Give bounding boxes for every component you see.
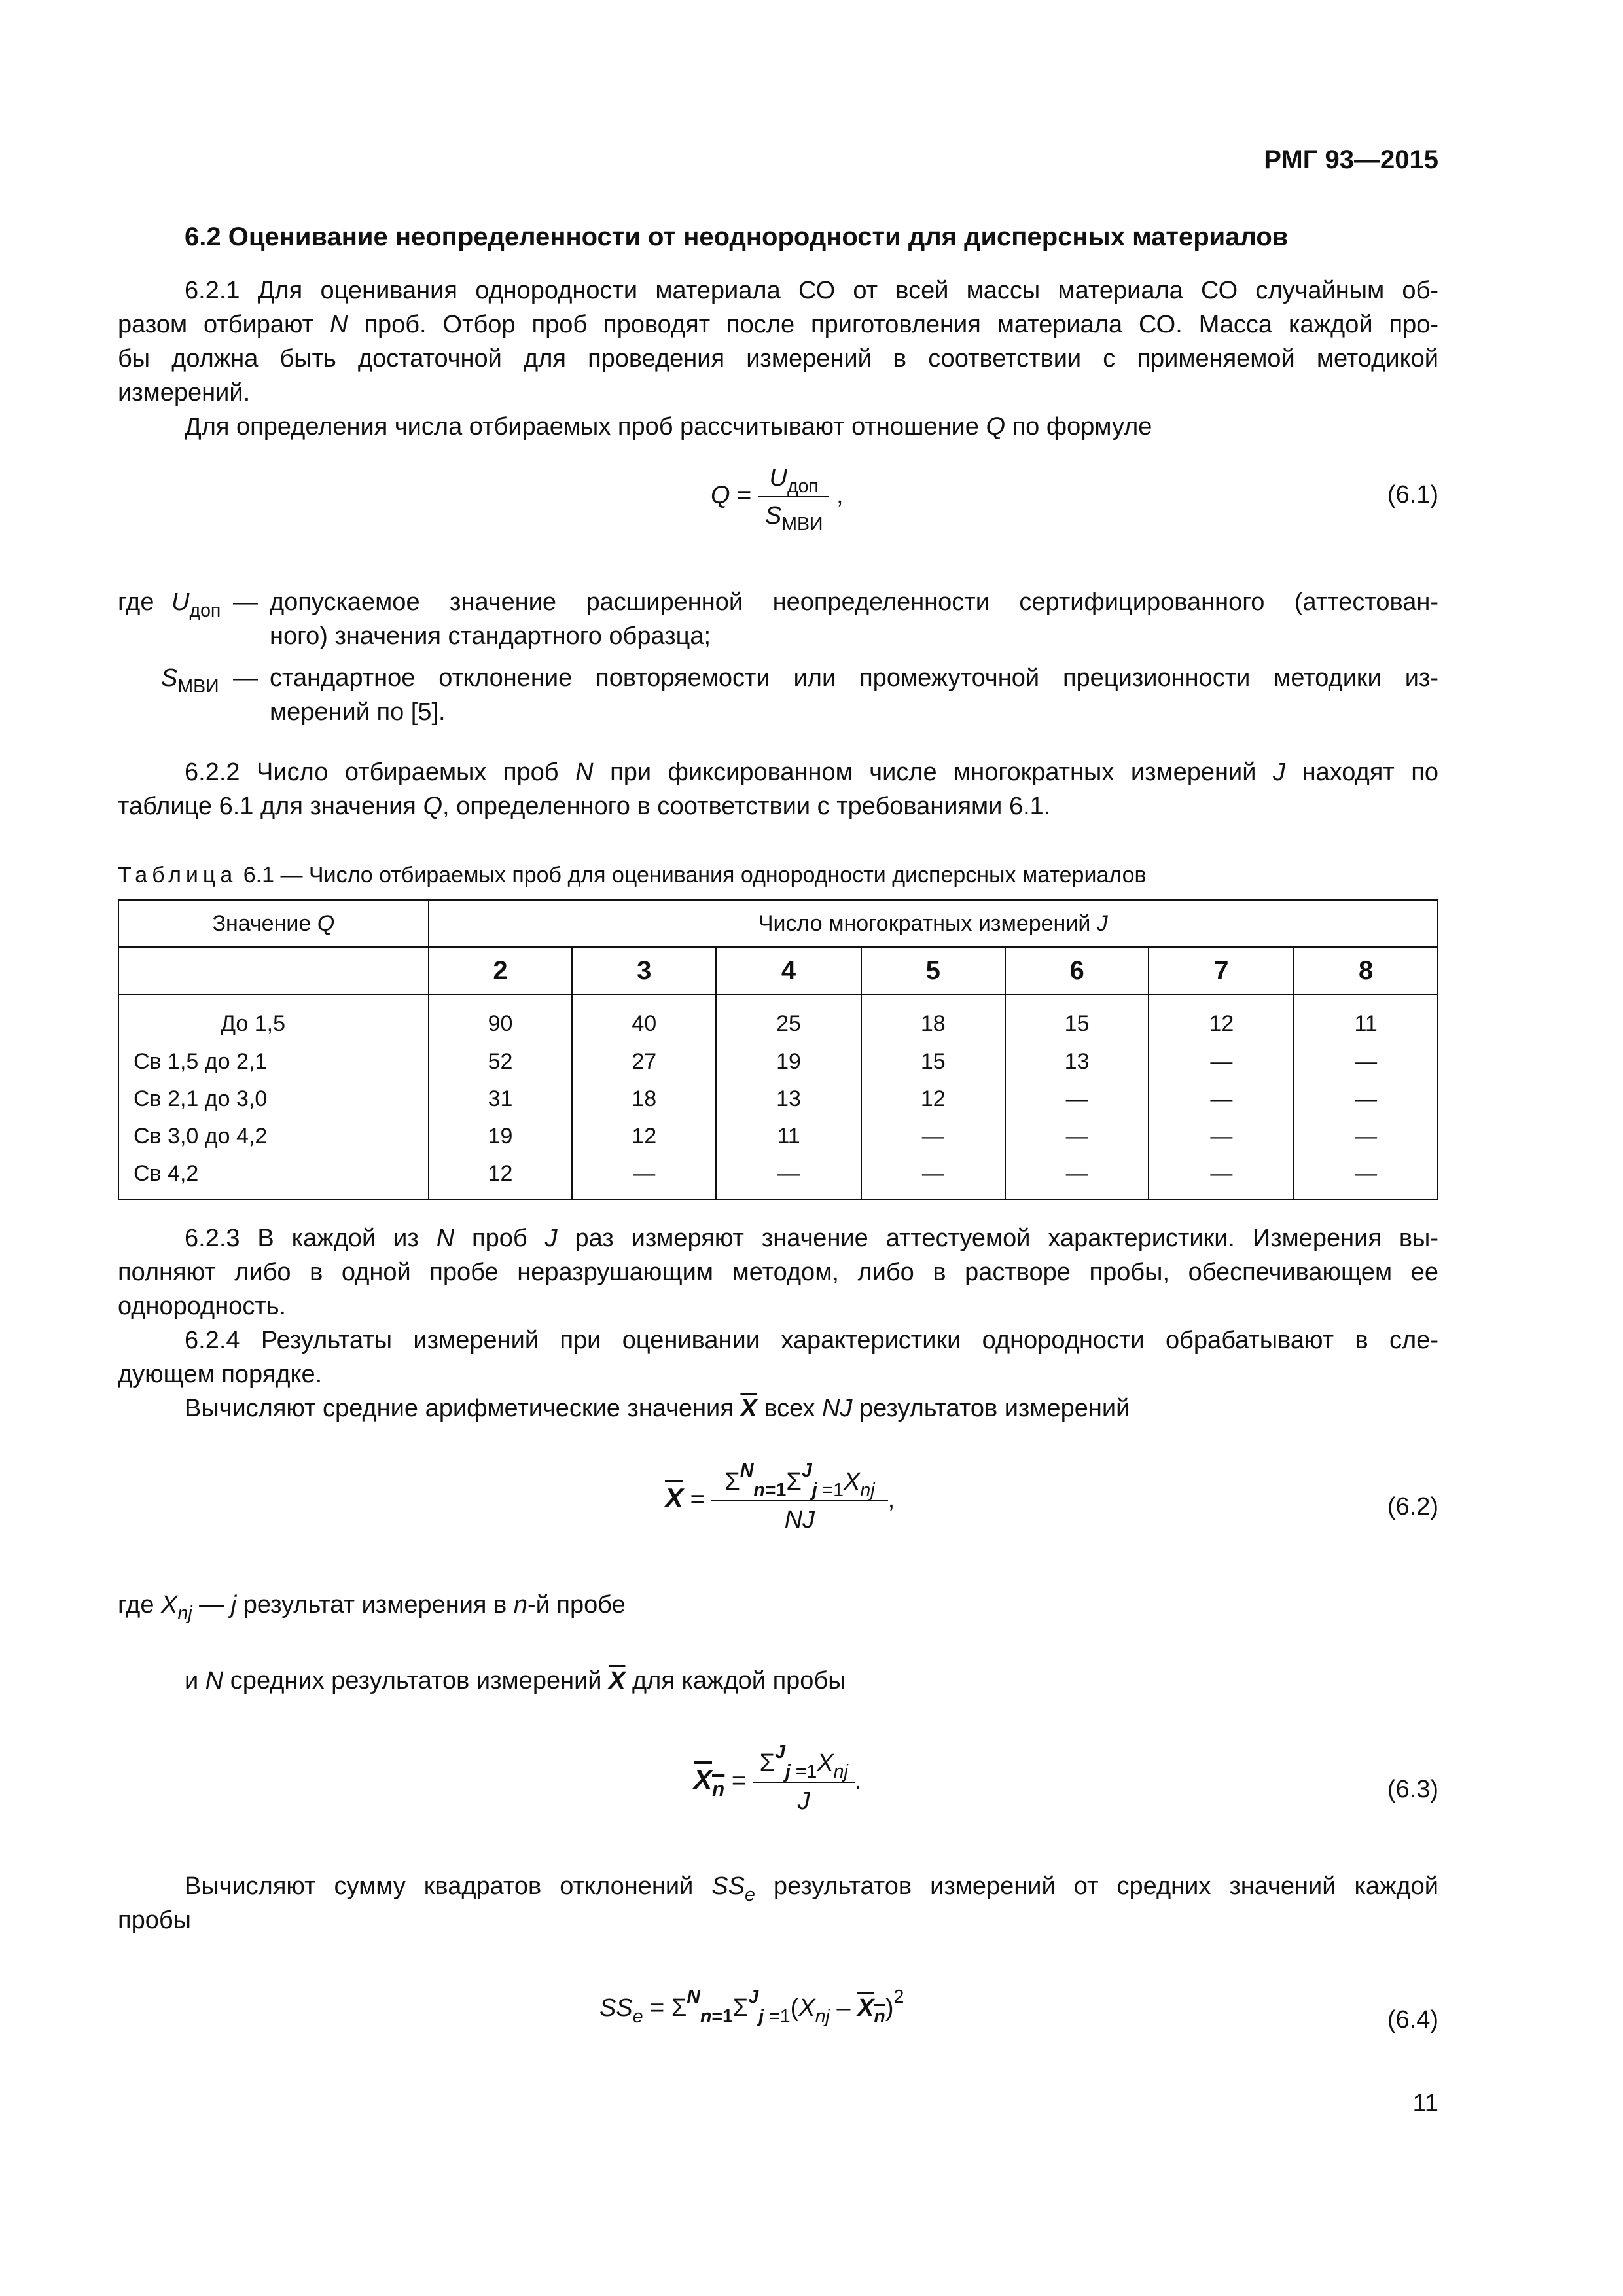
ss-paragraph-line1: Вычисляют сумму квадратов отклонений $SS_e$ результатов измерений от средних значений каждой [185, 1873, 1439, 1905]
table-cell: — [1005, 1155, 1149, 1200]
table-cell: 18 [861, 994, 1005, 1043]
table-cell: 19 [716, 1043, 861, 1081]
where-dash-1: — [233, 588, 258, 616]
mean-intro-paragraph: Вычисляют средние арифметические значения $\overline{X}$ всех NJ результатов измерений [185, 1395, 1130, 1422]
table-cell: 12 [861, 1081, 1005, 1118]
table-cell: 11 [1294, 994, 1438, 1043]
table-cell: — [1149, 1118, 1294, 1155]
table-cell: 12 [572, 1118, 716, 1155]
formula-6-4: $SS_e = \Sigma^N_{n=1}\Sigma^J_{j =1}(X_{nj} - X_n)^2$ [599, 1986, 904, 2027]
formula-6-2-number: (6.2) [1387, 1493, 1438, 1520]
q-intro-paragraph: Для определения числа отбираемых проб рассчитывают отношение Q по формуле [185, 413, 1152, 440]
where-xnj: где $X_{nj}$ — j результат измерения в n-й пробе [118, 1591, 626, 1624]
table-cell-q: Св 1,5 до 2,1 [118, 1043, 429, 1081]
where-desc-2-line1: стандартное отклонение повторяемости или промежуточной прецизионности методики из- [270, 664, 1438, 692]
table-cell: 12 [429, 1155, 573, 1200]
table-cell: 18 [572, 1081, 716, 1118]
table-row [118, 994, 1438, 1043]
table-cell-q: Св 4,2 [118, 1155, 429, 1200]
table-row [118, 1043, 1438, 1081]
p622-line1: 6.2.2 Число отбираемых проб N при фиксированном числе многократных измерений J находят по [185, 759, 1438, 786]
p623-line1: 6.2.3 В каждой из N проб J раз измеряют значение аттестуемой характеристики. Измерения вы- [185, 1225, 1438, 1252]
table-cell: — [1149, 1043, 1294, 1081]
formula-6-1-lhs: Q = [711, 482, 752, 510]
p621-line1: 6.2.1 Для оценивания однородности материала СО от всей массы материала СО случайным об- [185, 277, 1438, 304]
table-j-value: 2 [429, 947, 573, 994]
table-6-1 [118, 899, 1438, 1200]
table-cell-q: Св 2,1 до 3,0 [118, 1081, 429, 1118]
where-desc-1-line2: ного) значения стандартного образца; [270, 622, 711, 650]
page-number: 11 [1412, 2090, 1438, 2117]
table-cell: — [1294, 1043, 1438, 1081]
p621-line4: измерений. [118, 379, 251, 406]
n-means-paragraph: и N средних результатов измерений $\overline{X}$ для каждой пробы [185, 1667, 846, 1695]
table-cell: — [1005, 1118, 1149, 1155]
table-j-value: 3 [572, 947, 716, 994]
table-cell: — [1149, 1155, 1294, 1200]
table-cell: 12 [1149, 994, 1294, 1043]
ss-paragraph-line2: пробы [118, 1907, 191, 1934]
table-cell: 27 [572, 1043, 716, 1081]
section-title: 6.2 Оценивание неопределенности от неоднородности для дисперсных материалов [185, 223, 1289, 251]
formula-6-2: $\overline{X}$ = $\frac{\Sigma^N_{n=1}\Sigma^J_{j =1}X_{nj}}{NJ}$ , [665, 1460, 895, 1534]
table-cell: 13 [1005, 1043, 1149, 1081]
document-header: РМГ 93—2015 [1264, 145, 1438, 174]
p624-line2: дующем порядке. [118, 1361, 323, 1388]
where-desc-2-line2: мерений по [5]. [270, 698, 446, 726]
where-desc-1-line1: допускаемое значение расширенной неопределенности сертифицированного (аттестован- [270, 588, 1438, 616]
table-cell: — [716, 1155, 861, 1200]
where-term-udop: $U_{доп}$ [171, 588, 221, 621]
table-header-empty [118, 947, 429, 994]
table-cell: — [861, 1118, 1005, 1155]
table-j-value: 6 [1005, 947, 1149, 994]
formula-6-3-fraction: $\frac{\Sigma^J_{j =1}X_{nj}}{J}$ [753, 1749, 855, 1816]
table-cell: 11 [716, 1118, 861, 1155]
where-term-smvi: $S_{МВИ}$ [161, 664, 219, 697]
table-cell: 90 [429, 994, 573, 1043]
table-cell: 15 [1005, 994, 1149, 1043]
p624-line1: 6.2.4 Результаты измерений при оценивании характеристики однородности обрабатывают в сле- [185, 1327, 1438, 1354]
table-cell: 31 [429, 1081, 573, 1118]
table-cell: — [861, 1155, 1005, 1200]
where-dash-2: — [233, 664, 258, 692]
table-cell: — [1149, 1081, 1294, 1118]
where-prefix: где [118, 588, 154, 616]
table-row [118, 1118, 1438, 1155]
p623-line3: однородность. [118, 1293, 287, 1320]
formula-6-1-fraction: $\frac{U_{доп}}{S_{МВИ}}$ [758, 463, 830, 530]
table-caption: Таблица 6.1 — Число отбираемых проб для оценивания однородности дисперсных материалов [118, 863, 1147, 888]
table-cell: — [572, 1155, 716, 1200]
table-cell-q: До 1,5 [118, 994, 429, 1043]
table-row [118, 1155, 1438, 1200]
formula-6-3-number: (6.3) [1387, 1776, 1438, 1803]
table-j-value: 5 [861, 947, 1005, 994]
formula-6-1: Q = $\frac{U_{доп}}{S_{МВИ}}$ , [711, 464, 844, 535]
formula-6-2-fraction: $\frac{\Sigma^N_{n=1}\Sigma^J_{j =1}X_{nj}}{NJ}$ [711, 1467, 887, 1534]
table-cell-q: Св 3,0 до 4,2 [118, 1118, 429, 1155]
table-j-value: 7 [1149, 947, 1294, 994]
table-j-value: 8 [1294, 947, 1438, 994]
p621-line2: разом отбирают N проб. Отбор проб проводят после приготовления материала СО. Масса каждой про- [118, 311, 1438, 338]
table-cell: — [1005, 1081, 1149, 1118]
table-j-value: 4 [716, 947, 861, 994]
table-cell: 15 [861, 1043, 1005, 1081]
table-row [118, 1081, 1438, 1118]
table-cell: 19 [429, 1118, 573, 1155]
p623-line2: полняют либо в одной пробе неразрушающим методом, либо в растворе пробы, обеспечивающем ее [118, 1259, 1438, 1286]
p621-line3: бы должна быть достаточной для проведения измерений в соответствии с применяемой методикой [118, 345, 1438, 372]
formula-6-3: $X_n$ = $\frac{\Sigma^J_{j =1}X_{nj}}{J}$ . [694, 1742, 862, 1815]
formula-6-4-number: (6.4) [1387, 2006, 1438, 2034]
table-cell: — [1294, 1155, 1438, 1200]
table-header-j: Число многократных измерений J [429, 900, 1438, 947]
table-cell: — [1294, 1081, 1438, 1118]
table-cell: 13 [716, 1081, 861, 1118]
table-cell: 25 [716, 994, 861, 1043]
table-cell: — [1294, 1118, 1438, 1155]
table-cell: 52 [429, 1043, 573, 1081]
table-cell: 40 [572, 994, 716, 1043]
table-header-q: Значение Q [118, 900, 429, 947]
p622-line2: таблице 6.1 для значения Q, определенного в соответствии с требованиями 6.1. [118, 793, 1051, 820]
formula-6-1-number: (6.1) [1387, 481, 1438, 509]
